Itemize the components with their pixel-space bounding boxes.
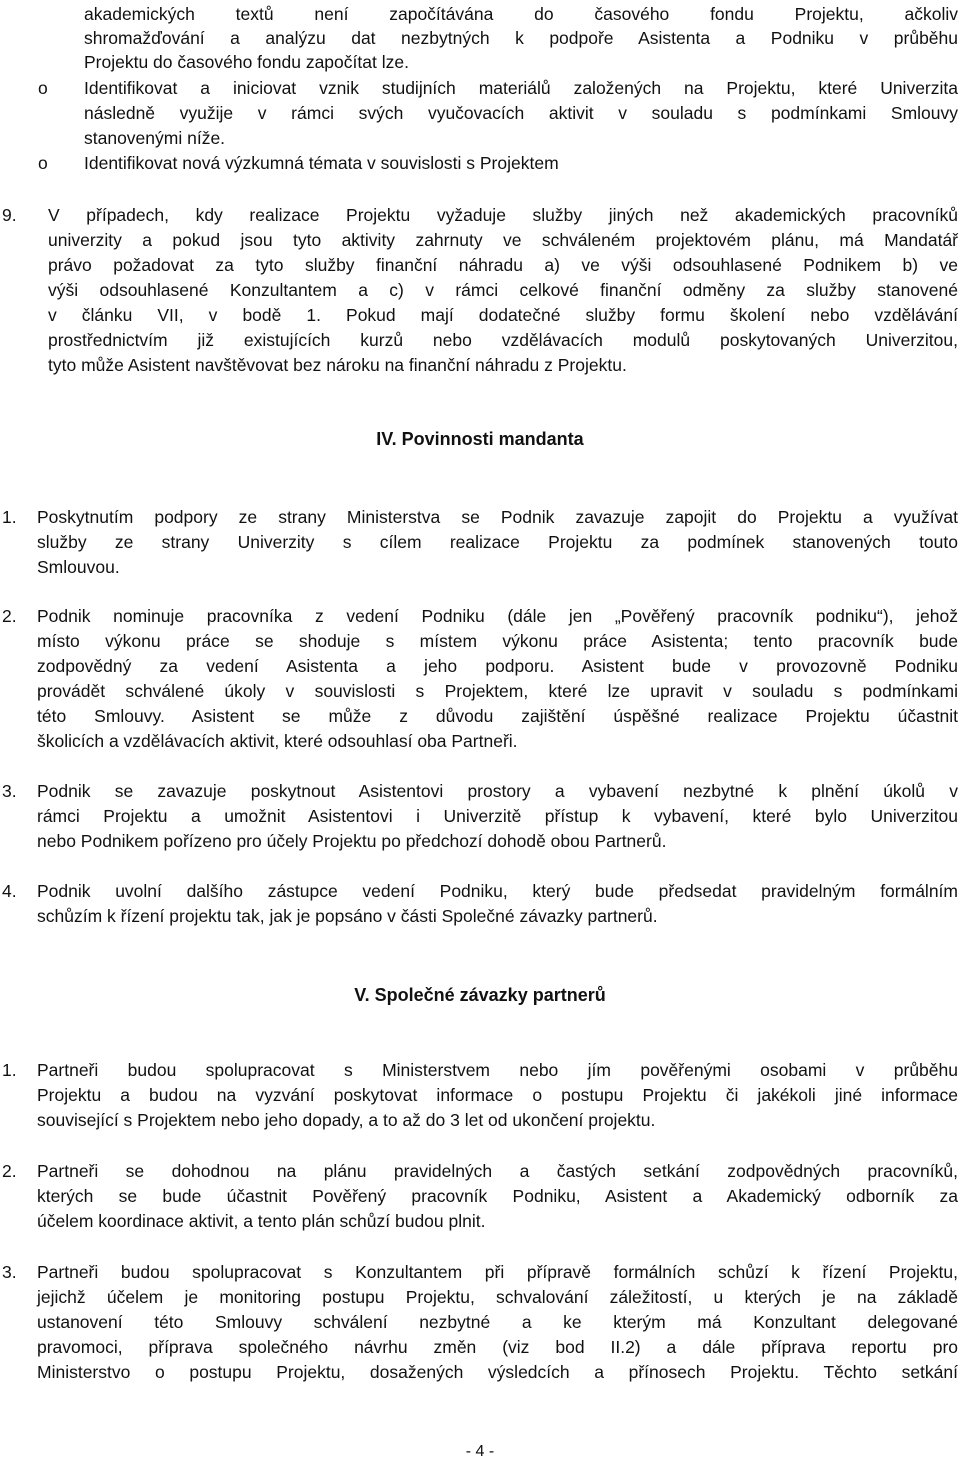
paragraph-number: 4. — [2, 881, 17, 901]
text-line: tyto může Asistent navštěvovat bez nároku na finanční náhradu z Projektu. — [48, 355, 627, 375]
text-line: následně využije v rámci svých vyučovacích aktivit v souladu s podmínkami Smlouvy — [84, 103, 958, 123]
bullet-marker: o — [38, 153, 48, 173]
paragraph-number: 2. — [2, 1161, 17, 1181]
page-number: - 4 - — [465, 1443, 495, 1460]
paragraph-number: 3. — [2, 1262, 17, 1282]
paragraph-number: 3. — [2, 781, 17, 801]
text-line: v článku VII, v bodě 1. Pokud mají dodatečné služby formu školení nebo vzdělávání — [48, 305, 958, 325]
text-line: Identifikovat nová výzkumná témata v souvislosti s Projektem — [84, 153, 559, 173]
text-line: Poskytnutím podpory ze strany Ministerstva se Podnik zavazuje zapojit do Projektu a využívat — [37, 507, 958, 527]
text-line: Projektu do časového fondu započítat lze. — [84, 52, 409, 72]
text-line: Smlouvou. — [37, 557, 120, 577]
text-line: Partneři se dohodnou na plánu pravidelných a častých setkání zodpovědných pracovníků, — [37, 1161, 958, 1181]
paragraph-number: 1. — [2, 507, 17, 527]
text-line: Podnik se zavazuje poskytnout Asistentovi prostory a vybavení nezbytné k plnění úkolů v — [37, 781, 958, 801]
text-line: Podnik nominuje pracovníka z vedení Podniku (dále jen „Pověřený pracovník podniku“), jehož — [37, 606, 958, 626]
text-line: stanovenými níže. — [84, 128, 226, 148]
text-line: související s Projektem nebo jeho dopady, a to až do 3 let od ukončení projektu. — [37, 1110, 656, 1130]
text-line: nebo Podnikem pořízeno pro účely Projektu po předchozí dohodě obou Partnerů. — [37, 831, 667, 851]
text-line: prostřednictvím již existujících kurzů nebo vzdělávacích modulů poskytovaných Univerzitou, — [48, 330, 958, 350]
text-line: ustanovení této Smlouvy schválení nezbytné a ke kterým má Konzultant delegované — [37, 1312, 958, 1332]
text-line: kterých se bude účastnit Pověřený pracovník Podniku, Asistent a Akademický odborník za — [37, 1186, 958, 1206]
text-line: Projektu a budou na vyzvání poskytovat informace o postupu Projektu či jakékoli jiné informace — [37, 1085, 958, 1105]
text-line: zodpovědný za vedení Asistenta a jeho podporu. Asistent bude v provozovně Podniku — [37, 656, 958, 676]
text-line: univerzity a pokud jsou tyto aktivity zahrnuty ve schváleném projektovém plánu, má Mandatář — [48, 230, 958, 250]
text-line: Podnik uvolní dalšího zástupce vedení Podniku, který bude předsedat pravidelným formálním — [37, 881, 958, 901]
text-line: pravomoci, příprava společného návrhu změn (viz bod II.2) a dále příprava reportu pro — [37, 1337, 958, 1357]
text-line: jejichž účelem je monitoring postupu Projektu, schvalování záležitostí, u kterých je na základě — [37, 1287, 958, 1307]
text-line: provádět schválené úkoly v souvislosti s Projektem, které lze upravit v souladu s podmínkami — [37, 681, 958, 701]
text-line: V případech, kdy realizace Projektu vyžaduje služby jiných než akademických pracovníků — [48, 205, 958, 225]
text-line: Ministerstvo o postupu Projektu, dosažených výsledcích a přínosech Projektu. Těchto setkání — [37, 1362, 958, 1382]
text-line: školicích a vzdělávacích aktivit, které odsouhlasí oba Partneři. — [37, 731, 518, 751]
section-heading: V. Společné závazky partnerů — [354, 985, 606, 1005]
text-line: schůzím k řízení projektu tak, jak je popsáno v části Společné závazky partnerů. — [37, 906, 658, 926]
text-line: této Smlouvy. Asistent se může z důvodu zajištění úspěšné realizace Projektu účastnit — [37, 706, 958, 726]
section-heading: IV. Povinnosti mandanta — [376, 429, 584, 449]
text-line: výši odsouhlasené Konzultantem a c) v rámci celkové finanční odměny za služby stanovené — [48, 280, 958, 300]
text-line: účelem koordinace aktivit, a tento plán schůzí budou plnit. — [37, 1211, 486, 1231]
bullet-marker: o — [38, 78, 48, 98]
paragraph-number: 1. — [2, 1060, 17, 1080]
paragraph-number: 2. — [2, 606, 17, 626]
text-line: Partneři budou spolupracovat s Ministerstvem nebo jím pověřenými osobami v průběhu — [37, 1060, 958, 1080]
text-line: místo výkonu práce se shoduje s místem výkonu práce Asistenta; tento pracovník bude — [37, 631, 958, 651]
paragraph-number: 9. — [2, 205, 17, 225]
text-line: rámci Projektu a umožnit Asistentovi i Univerzitě přístup k vybavení, které bylo Univerzitou — [37, 806, 958, 826]
text-line: shromažďování a analýzu dat nezbytných k podpoře Asistenta a Podniku v průběhu — [84, 28, 958, 48]
text-line: služby ze strany Univerzity s cílem realizace Projektu za podmínek stanovených touto — [37, 532, 958, 552]
text-line: akademických textů není započítávána do časového fondu Projektu, ačkoliv — [84, 4, 958, 24]
text-line: Identifikovat a iniciovat vznik studijních materiálů založených na Projektu, které Univerzita — [84, 78, 958, 98]
text-line: Partneři budou spolupracovat s Konzultantem při přípravě formálních schůzí k řízení Projektu, — [37, 1262, 958, 1282]
text-line: právo požadovat za tyto služby finanční náhradu a) ve výši odsouhlasené Podnikem b) ve — [48, 255, 958, 275]
